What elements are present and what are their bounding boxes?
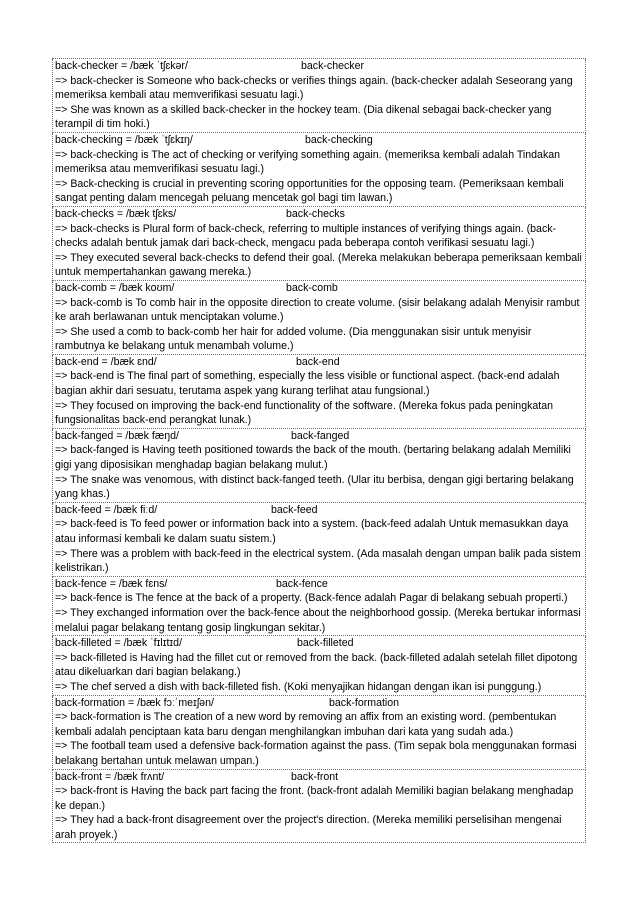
term-pronunciation: back-end = /bæk ɛnd/ [55,355,157,368]
entry-definition: => back-filleted is Having had the fillet cut or removed from the back. (back-filleted adalah setelah fillet dipotong atau dikeluarkan dari bagian belakang.) [55,651,578,679]
entry-example: => They exchanged information over the back-fence about the neighborhood gossip. (Mereka bertukar informasi melalui pagar belakang tentang gosip lingkungan sekitar.) [55,606,581,634]
entry-definition: => back-checks is Plural form of back-check, referring to multiple instances of verifying things again. (back-checks adalah bentuk jamak dari back-check, mengacu pada beberapa contoh verifikasi sesuatu lagi.) [55,222,557,250]
term-label: back-comb [286,281,338,294]
term-pronunciation: back-fence = /bæk fɛns/ [55,577,168,590]
glossary-entry [52,207,586,281]
entry-header [55,503,583,518]
entry-definition: => back-fanged is Having teeth positioned towards the back of the mouth. (bertaring belakang adalah Memiliki gigi yang diposisikan menghadap bagian belakang mulut.) [55,444,571,472]
term-pronunciation: back-formation = /bæk fɔːˈmeɪʃən/ [55,696,214,709]
term-pronunciation: back-comb = /bæk koʊm/ [55,281,175,294]
entry-header [55,355,583,370]
term-label: back-end [296,355,340,368]
term-pronunciation: back-feed = /bæk fiːd/ [55,503,158,516]
entry-header [55,207,583,222]
entry-example: => The chef served a dish with back-filleted fish. (Koki menyajikan hidangan dengan ikan isi punggung.) [55,680,542,693]
glossary-table [52,58,586,843]
entry-example: => There was a problem with back-feed in the electrical system. (Ada masalah dengan umpan balik pada sistem kelistrikan.) [55,547,581,575]
entry-example: => Back-checking is crucial in preventing scoring opportunities for the opposing team. (Pemeriksaan kembali sangat penting dalam mencegah peluang mencetak gol bagi tim lawan.) [55,177,564,205]
glossary-entry [52,59,586,133]
glossary-entry [52,696,586,770]
entry-definition: => back-checking is The act of checking or verifying something again. (memeriksa kembali adalah Tindakan memeriksa atau memverifikasi sesuatu lagi.) [55,148,561,176]
term-pronunciation: back-checking = /bæk ˈtʃɛkɪŋ/ [55,133,193,146]
entry-definition: => back-end is The final part of something, especially the less visible or functional aspect. (back-end adalah bagian akhir dari sesuatu, terutama aspek yang kurang terlihat atau fungsional.) [55,370,560,398]
term-pronunciation: back-filleted = /bæk ˈfɪlɪtɪd/ [55,637,183,650]
term-label: back-feed [271,503,318,516]
entry-header [55,281,583,296]
entry-example: => She used a comb to back-comb her hair for added volume. (Dia menggunakan sisir untuk menyisir rambutnya ke belakang untuk menambah volume.) [55,325,532,353]
entry-definition: => back-comb is To comb hair in the opposite direction to create volume. (sisir belakang adalah Menyisir rambut ke arah berlawanan untuk menciptakan volume.) [55,296,580,324]
term-label: back-fanged [291,429,350,442]
entry-header [55,696,583,711]
entry-definition: => back-formation is The creation of a new word by removing an affix from an existing word. (pembentukan kembali adalah penciptaan kata baru dengan menghilangkan imbuhan dari kata yang sudah ada.) [55,711,557,738]
term-pronunciation: back-fanged = /bæk fæŋd/ [55,429,179,442]
entry-example: => They had a back-front disagreement over the project's direction. (Mereka memiliki perselisihan mengenai arah proyek.) [55,814,562,841]
entry-definition: => back-checker is Someone who back-checks or verifies things again. (back-checker adalah Seseorang yang memeriksa kembali atau memverifikasi sesuatu lagi.) [55,74,573,102]
entry-header [55,429,583,444]
entry-example: => The football team used a defensive back-formation against the pass. (Tim sepak bola menggunakan formasi belakang bertahan untuk melawan umpan.) [55,740,577,767]
entry-example: => The snake was venomous, with distinct back-fanged teeth. (Ular itu berbisa, dengan gigi bertaring belakang yang khas.) [55,473,574,501]
term-pronunciation: back-checks = /bæk tʃɛks/ [55,207,177,220]
entry-header [55,133,583,148]
entry-header [55,636,583,651]
term-label: back-checks [286,207,345,220]
glossary-entry [52,770,586,844]
term-label: back-fence [276,577,328,590]
term-label: back-formation [329,696,400,709]
term-pronunciation: back-front = /bæk frʌnt/ [55,770,165,783]
entry-header [55,59,583,74]
entry-example: => They focused on improving the back-end functionality of the software. (Mereka fokus pada peningkatan fungsionalitas back-end perangkat lunak.) [55,399,554,427]
glossary-entry [52,636,586,695]
entry-header [55,770,583,785]
glossary-entry [52,355,586,429]
term-label: back-checker [301,60,364,72]
glossary-entry [52,429,586,503]
term-label: back-checking [305,133,373,146]
glossary-entry [52,503,586,577]
entry-header [55,577,583,592]
glossary-entry [52,577,586,636]
entry-definition: => back-fence is The fence at the back of a property. (Back-fence adalah Pagar di belakang sebuah properti.) [55,592,568,605]
glossary-entry [52,133,586,207]
term-label: back-filleted [297,637,354,650]
entry-example: => They executed several back-checks to defend their goal. (Mereka melakukan beberapa pemeriksaan kembali untuk mempertahankan gawang mereka.) [55,251,582,279]
entry-example: => She was known as a skilled back-checker in the hockey team. (Dia dikenal sebagai back-checker yang terampil di tim hoki.) [55,103,552,131]
entry-definition: => back-feed is To feed power or information back into a system. (back-feed adalah Untuk memasukkan daya atau informasi kembali ke dalam suatu sistem.) [55,518,569,545]
term-pronunciation: back-checker = /bæk ˈtʃɛkər/ [55,60,188,72]
glossary-entry [52,281,586,355]
term-label: back-front [291,770,339,783]
entry-definition: => back-front is Having the back part facing the front. (back-front adalah Memiliki bagian belakang menghadap ke depan.) [55,785,574,812]
